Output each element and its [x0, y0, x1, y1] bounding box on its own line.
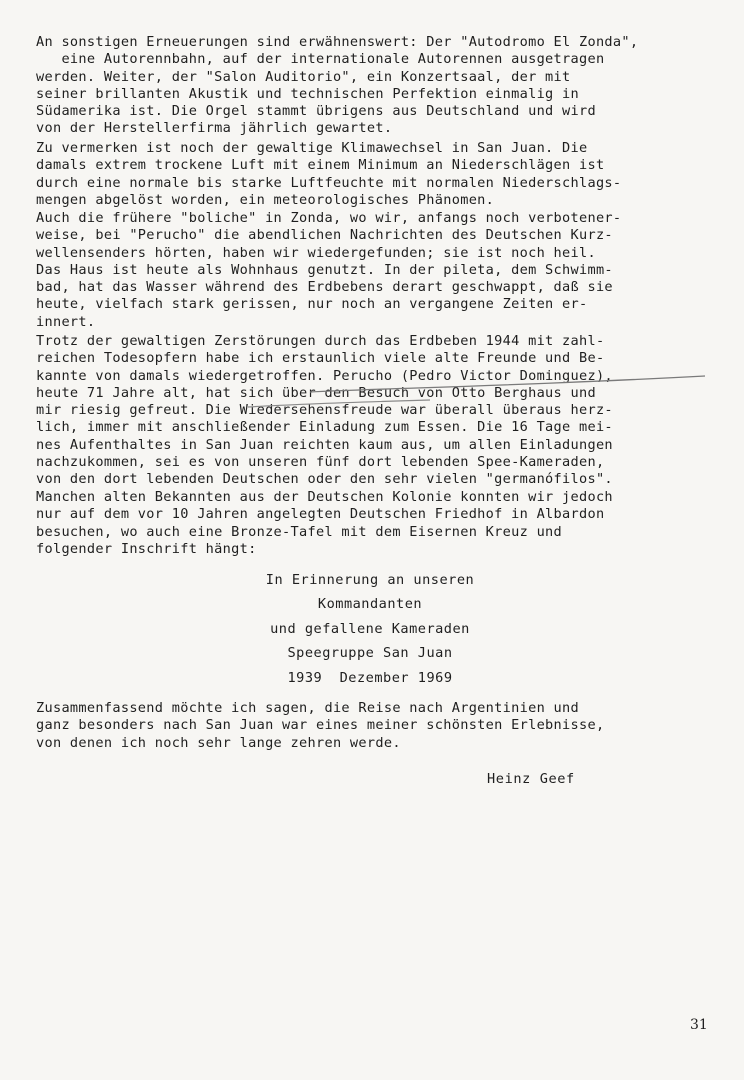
page-number: 31 — [690, 1017, 708, 1033]
author-signature: Heinz Geef — [487, 771, 575, 787]
paragraph-summary: Zusammenfassend möchte ich sagen, die Reise nach Argentinien und ganz besonders nach San Juan war eines meiner schönsten Erlebnisse, von denen ich noch sehr lange zehren werde. — [36, 700, 605, 751]
inscription-line: 1939 Dezember 1969 — [287, 669, 453, 686]
inscription-line: In Erinnerung an unseren — [265, 572, 475, 588]
pen-underline-mark — [240, 360, 720, 420]
paragraph-renovations: An sonstigen Erneuerungen sind erwähnenswert: Der "Autodromo El Zonda", eine Autorennbahn, auf der internationale Autorennen ausgetragen werden. Weiter, der "Salon Auditorio", ein Konzertsaal, der mit seiner brillanten Akustik und technischen Perfektion einmalig in Südamerika ist. Die Orgel stammt übrigens aus Deutschland und wird von der Herstellerfirma jährlich gewartet. — [36, 34, 639, 137]
inscription-line: und gefallene Kameraden — [270, 620, 470, 637]
paragraph-boliche: Auch die frühere "boliche" in Zonda, wo wir, anfangs noch verbotener- weise, bei "Perucho" die abendlichen Nachrichten des Deutschen Kurz- wellensenders hörten, haben wir wiedergefunden; sie ist noch heil. Das Haus ist heute als Wohnhaus genutzt. In der pileta, dem Schwimm- bad, hat das Wasser während des Erdbebens derart geschwappt, daß sie heute, vielfach stark gerissen, nur noch an vergangene Zeiten er- innert. — [36, 210, 622, 330]
inscription-line: Kommandanten — [317, 596, 423, 613]
paragraph-climate: Zu vermerken ist noch der gewaltige Klimawechsel in San Juan. Die damals extrem trockene Luft mit einem Minimum an Niederschlägen ist durch eine normale bis starke Luftfeuchte mit normalen Niederschlags- mengen abgelöst worden, ein meteorologisches Phänomen. — [36, 140, 622, 208]
paragraph-cemetery: Manchen alten Bekannten aus der Deutschen Kolonie konnten wir jedoch nur auf dem vor 10 Jahren angelegten Deutschen Friedhof in Albardon besuchen, wo auch eine Bronze-Tafel mit dem Eisernen Kreuz und folgender Inschrift hängt: — [36, 489, 613, 557]
inscription-line: Speegruppe San Juan — [287, 645, 453, 662]
paragraph-reunion: Trotz der gewaltigen Zerstörungen durch das Erdbeben 1944 mit zahl- reichen Todesopfern habe ich erstaunlich viele alte Freunde und Be- kannte von damals wiedergetroffen. Perucho (Pedro Victor Dominguez), heute 71 Jahre alt, hat sich über den Besuch von Otto Berghaus und mir riesig gefreut. Die Wiedersehensfreude war überall überaus herz- lich, immer mit anschließender Einladung zum Essen. Die 16 Tage mei- nes Aufenthaltes in San Juan reichten kaum aus, um allen Einladungen nachzukommen, sei es von unseren fünf dort lebenden Spee-Kameraden, von den dort lebenden Deutschen oder den sehr vielen "germanófilos". — [36, 333, 613, 488]
memorial-inscription — [200, 568, 540, 690]
